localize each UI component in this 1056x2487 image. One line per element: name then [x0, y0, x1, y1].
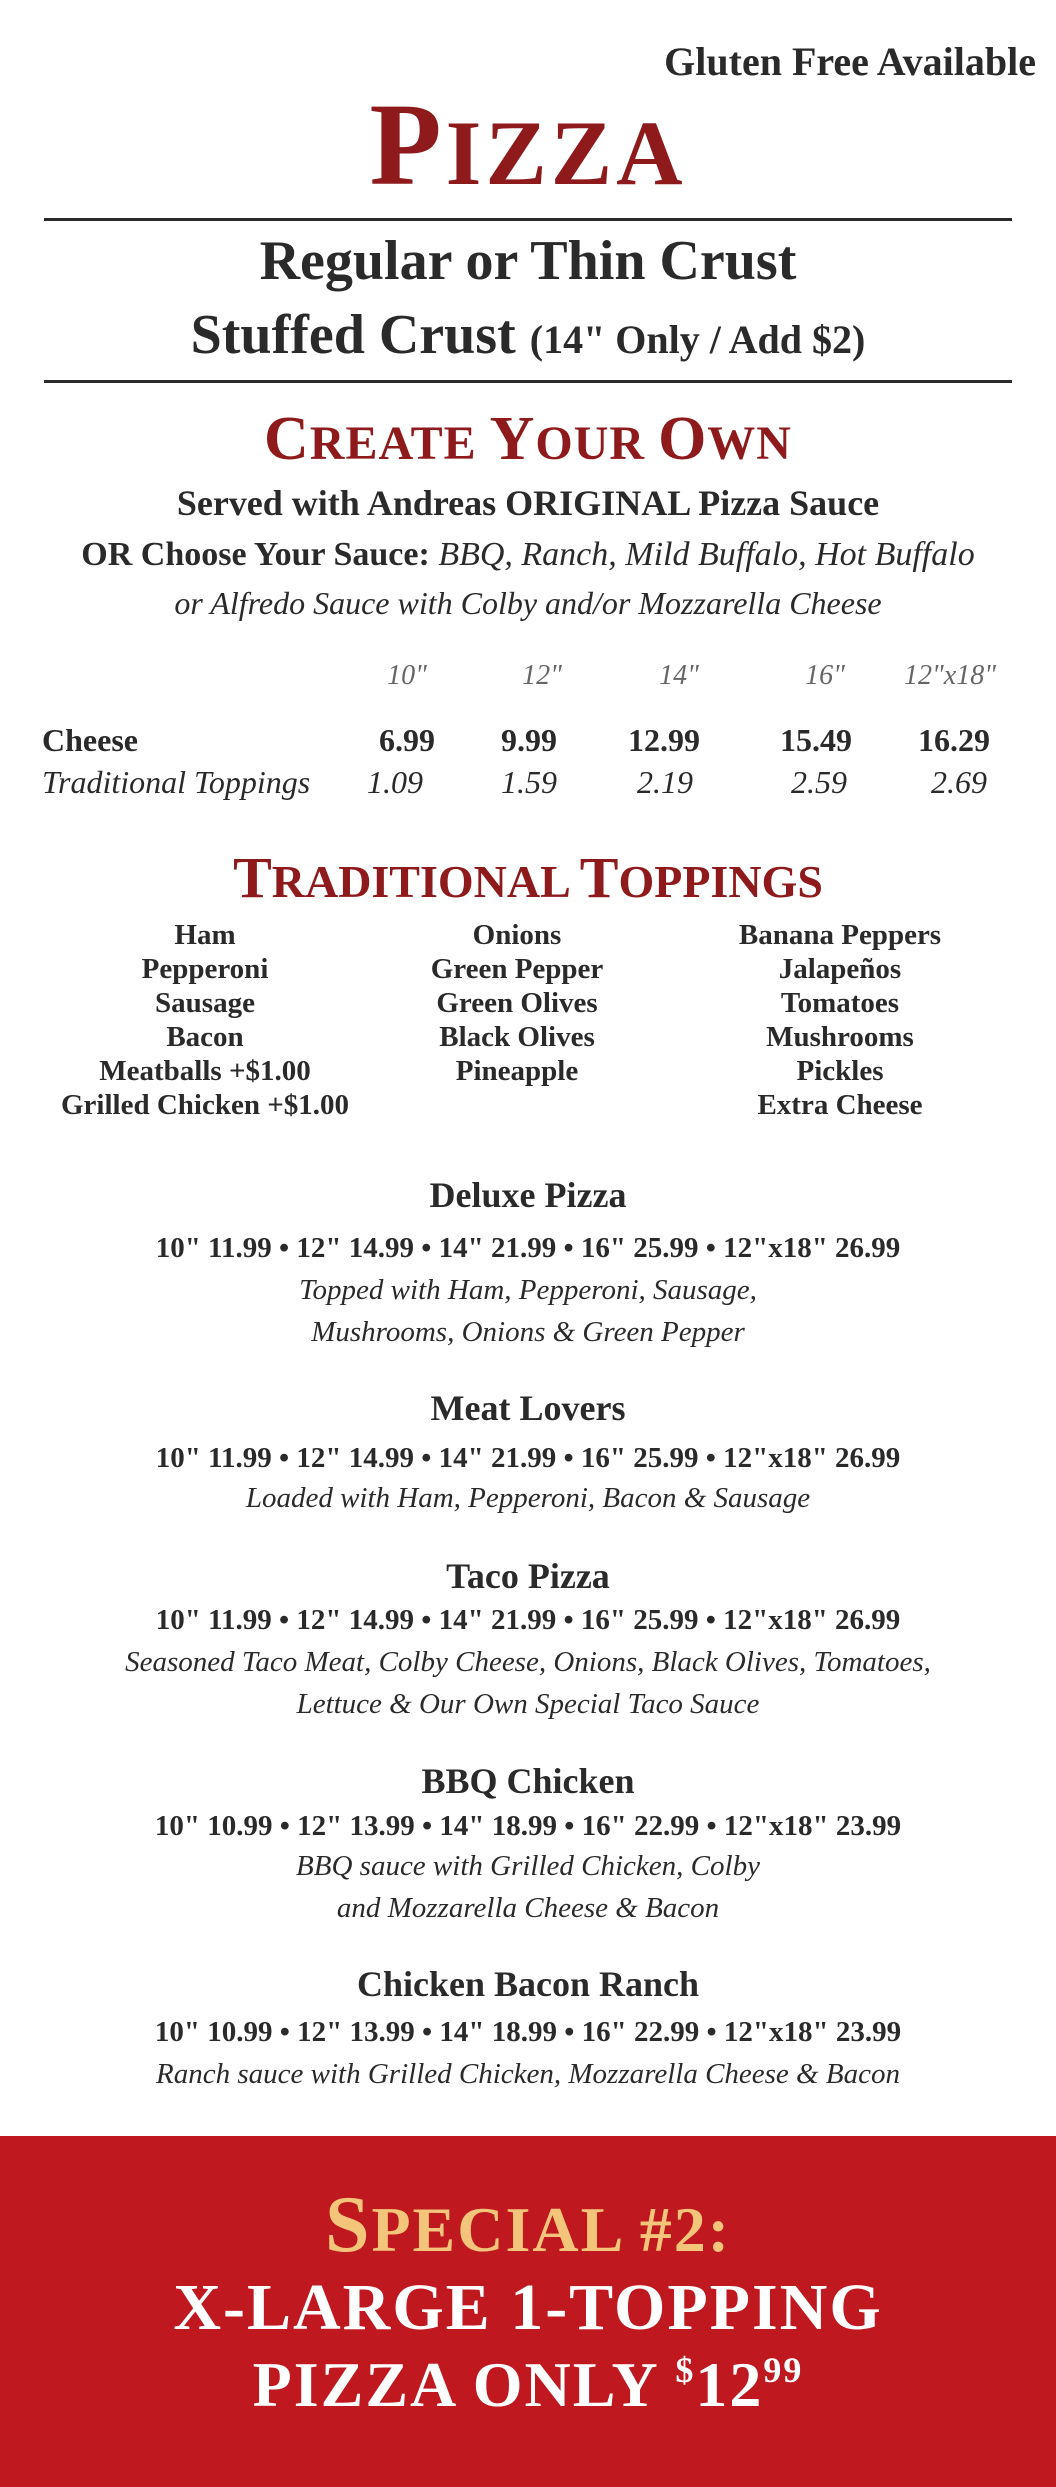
list-item: Pepperoni: [141, 953, 269, 985]
special-heading: [0, 2180, 1056, 2271]
list-item: Mushrooms: [766, 1021, 914, 1053]
sauce-choices-line2: or Alfredo Sauce with Colby and/or Mozzarella Cheese: [174, 585, 882, 621]
deluxe-desc-2: Mushrooms, Onions & Green Pepper: [311, 1316, 745, 1348]
special-rest: PECIAL #2:: [371, 2194, 732, 2265]
list-item: Pineapple: [455, 1055, 579, 1087]
cheese-price-14: 12.99: [628, 722, 700, 758]
toppings-column-2: [367, 918, 667, 1088]
create-o: O: [658, 405, 708, 473]
size-10: 10": [387, 660, 427, 691]
chicken-bacon-ranch-name: Chicken Bacon Ranch: [356, 1964, 700, 2004]
tt-raditional: RADITIONAL: [271, 856, 580, 907]
list-item: Extra Cheese: [757, 1089, 923, 1121]
cheese-price-10: 6.99: [379, 722, 435, 758]
meat-lovers-desc: Loaded with Ham, Pepperoni, Bacon & Sausage: [245, 1482, 811, 1514]
list-item: Meatballs +$1.00: [99, 1055, 311, 1087]
list-item: Banana Peppers: [738, 919, 942, 951]
special-line-3: [0, 2348, 1056, 2422]
list-item: Grilled Chicken +$1.00: [60, 1089, 349, 1121]
list-item: Jalapeños: [778, 953, 902, 985]
list-item: Green Pepper: [430, 953, 604, 985]
special-price-dollar: $: [675, 2350, 696, 2390]
special-line-3-text: PIZZA ONLY: [252, 2349, 676, 2420]
create-your-own-heading: [0, 404, 1056, 475]
topping-price-12: 1.59: [501, 764, 557, 800]
toppings-column-3: [690, 918, 990, 1122]
sauce-lead: OR Choose Your Sauce:: [81, 536, 430, 573]
tt-t2: T: [579, 845, 619, 910]
create-reate: REATE: [309, 417, 490, 470]
create-y: Y: [489, 405, 536, 473]
crust-options: Regular or Thin Crust: [259, 230, 797, 292]
divider-top: [44, 218, 1012, 221]
topping-price-10: 1.09: [367, 764, 423, 800]
meat-lovers-name: Meat Lovers: [430, 1388, 626, 1428]
special-price-main: 12: [695, 2349, 764, 2420]
cheese-price-16: 15.49: [780, 722, 852, 758]
topping-price-16: 2.59: [791, 764, 847, 800]
deluxe-name: Deluxe Pizza: [429, 1175, 627, 1215]
gluten-free-note: Gluten Free Available: [664, 39, 1036, 84]
size-14: 14": [659, 660, 699, 691]
row-label-toppings: Traditional Toppings: [42, 764, 311, 800]
create-wn: WN: [707, 417, 792, 470]
list-item: Onions: [472, 919, 562, 951]
stuffed-crust-note: (14" Only / Add $2): [529, 317, 866, 362]
row-label-cheese: Cheese: [42, 722, 138, 758]
sauce-list: BBQ, Ranch, Mild Buffalo, Hot Buffalo: [438, 536, 975, 573]
deluxe-desc-1: Topped with Ham, Pepperoni, Sausage,: [299, 1274, 757, 1306]
list-item: Pickles: [796, 1055, 884, 1087]
title-rest: IZZA: [445, 102, 687, 204]
sauce-choices: [0, 536, 1056, 574]
size-12x18: 12"x18": [904, 660, 996, 691]
cheese-price-12x18: 16.29: [918, 722, 990, 758]
taco-desc-2: Lettuce & Our Own Special Taco Sauce: [296, 1688, 760, 1720]
list-item: Ham: [174, 919, 236, 951]
list-item: Bacon: [166, 1021, 244, 1053]
tt-t: T: [233, 845, 272, 910]
cheese-price-12: 9.99: [501, 722, 557, 758]
special-line-2: X-LARGE 1-TOPPING: [173, 2271, 883, 2344]
bbq-chicken-name: BBQ Chicken: [421, 1761, 635, 1801]
taco-name: Taco Pizza: [446, 1556, 610, 1596]
list-item: Green Olives: [436, 987, 598, 1019]
bbq-chicken-prices: 10" 10.99 • 12" 13.99 • 14" 18.99 • 16" 22.99 • 12"x18" 23.99: [154, 1810, 902, 1842]
sauce-default: Served with Andreas ORIGINAL Pizza Sauce: [176, 483, 880, 523]
size-16: 16": [805, 660, 845, 691]
bbq-chicken-desc-1: BBQ sauce with Grilled Chicken, Colby: [296, 1850, 760, 1882]
create-c: C: [264, 405, 310, 473]
size-12: 12": [522, 660, 562, 691]
page-title: [0, 79, 1056, 210]
list-item: Tomatoes: [780, 987, 900, 1019]
list-item: Sausage: [155, 987, 255, 1019]
chicken-bacon-ranch-desc: Ranch sauce with Grilled Chicken, Mozzarella Cheese & Bacon: [156, 2058, 900, 2090]
topping-price-12x18: 2.69: [931, 764, 987, 800]
taco-prices: 10" 11.99 • 12" 14.99 • 14" 21.99 • 16" 25.99 • 12"x18" 26.99: [155, 1604, 901, 1636]
tt-oppings: OPPINGS: [618, 856, 823, 907]
stuffed-crust: [0, 303, 1056, 367]
list-item: Black Olives: [439, 1021, 595, 1053]
deluxe-prices: 10" 11.99 • 12" 14.99 • 14" 21.99 • 16" 25.99 • 12"x18" 26.99: [155, 1232, 901, 1264]
traditional-toppings-heading: [0, 844, 1056, 911]
meat-lovers-prices: 10" 11.99 • 12" 14.99 • 14" 21.99 • 16" 25.99 • 12"x18" 26.99: [155, 1442, 901, 1474]
special-s: S: [324, 2181, 372, 2269]
chicken-bacon-ranch-prices: 10" 10.99 • 12" 13.99 • 14" 18.99 • 16" 22.99 • 12"x18" 23.99: [154, 2016, 902, 2048]
bbq-chicken-desc-2: and Mozzarella Cheese & Bacon: [336, 1892, 720, 1924]
stuffed-crust-label: Stuffed Crust: [190, 304, 516, 366]
taco-desc-1: Seasoned Taco Meat, Colby Cheese, Onions, Black Olives, Tomatoes,: [125, 1646, 931, 1678]
special-price-cents: 99: [763, 2350, 804, 2390]
toppings-column-1: [30, 918, 380, 1122]
divider-bottom: [44, 380, 1012, 383]
create-our: OUR: [535, 417, 659, 470]
topping-price-14: 2.19: [637, 764, 693, 800]
title-initial: P: [369, 79, 446, 210]
